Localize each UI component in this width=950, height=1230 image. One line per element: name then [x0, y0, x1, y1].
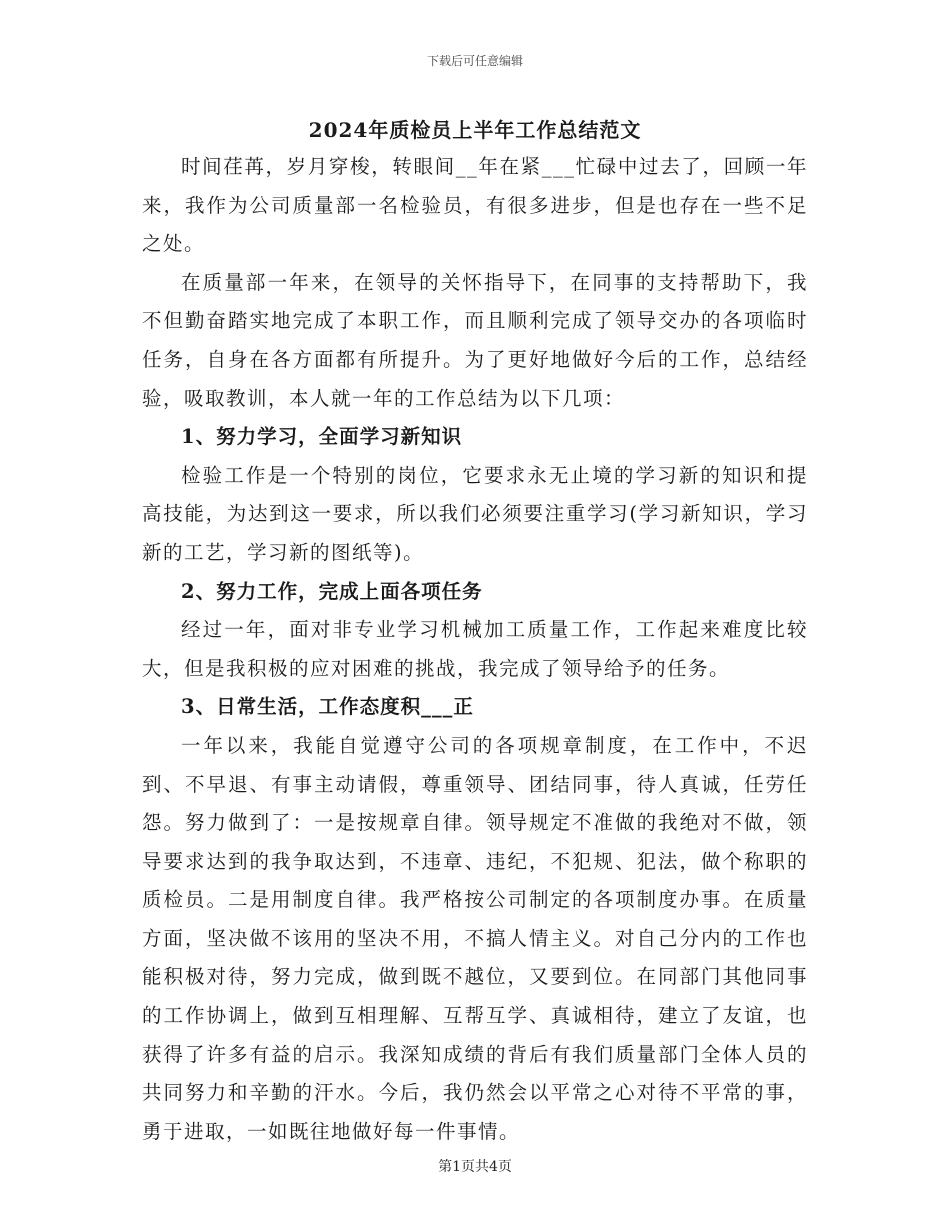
document-body	[142, 148, 808, 1151]
page-header-note: 下载后可任意编辑	[426, 54, 523, 68]
paragraph-overview: 在质量部一年来，在领导的关怀指导下，在同事的支持帮助下，我不但勤奋踏实地完成了本职工作，而且顺利完成了领导交办的各项临时任务，自身在各方面都有所提升。为了更好地做好今后的工作，总结经验，吸取教训，本人就一年的工作总结为以下几项：	[142, 270, 808, 410]
paragraph-section-2: 经过一年，面对非专业学习机械加工质量工作，工作起来难度比较大，但是我积极的应对困难的挑战，我完成了领导给予的任务。	[142, 618, 808, 680]
section-heading-1: 1、努力学习，全面学习新知识	[181, 425, 463, 449]
section-heading-2: 2、努力工作，完成上面各项任务	[181, 579, 483, 603]
section-heading-3: 3、日常生活，工作态度积___正	[181, 695, 474, 719]
paragraph-intro: 时间荏苒，岁月穿梭，转眼间__年在紧___忙碌中过去了，回顾一年来，我作为公司质量部一名检验员，有很多进步，但是也存在一些不足之处。	[142, 155, 808, 256]
page-footer-number: 第1页共4页	[438, 1159, 512, 1175]
paragraph-section-3: 一年以来，我能自觉遵守公司的各项规章制度，在工作中，不迟到、不早退、有事主动请假，尊重领导、团结同事，待人真诚，任劳任怨。努力做到了：一是按规章自律。领导规定不准做的我绝对不做，领导要求达到的我争取达到，不违章、违纪，不犯规、犯法，做个称职的质检员。二是用制度自律。我严格按公司制定的各项制度办事。在质量方面，坚决做不该用的坚决不用，不搞人情主义。对自己分内的工作也能积极对待，努力完成，做到既不越位，又要到位。在同部门其他同事的工作协调上，做到互相理解、互帮互学、真诚相待，建立了友谊，也获得了许多有益的启示。我深知成绩的背后有我们质量部门全体人员的共同努力和辛勤的汗水。今后，我仍然会以平常之心对待不平常的事，勇于进取，一如既往地做好每一件事情。	[142, 733, 808, 1143]
document-title: 2024年质检员上半年工作总结范文	[308, 118, 642, 142]
paragraph-section-1: 检验工作是一个特别的岗位，它要求永无止境的学习新的知识和提高技能，为达到这一要求，所以我们必须要注重学习(学习新知识，学习新的工艺，学习新的图纸等)。	[142, 463, 808, 564]
